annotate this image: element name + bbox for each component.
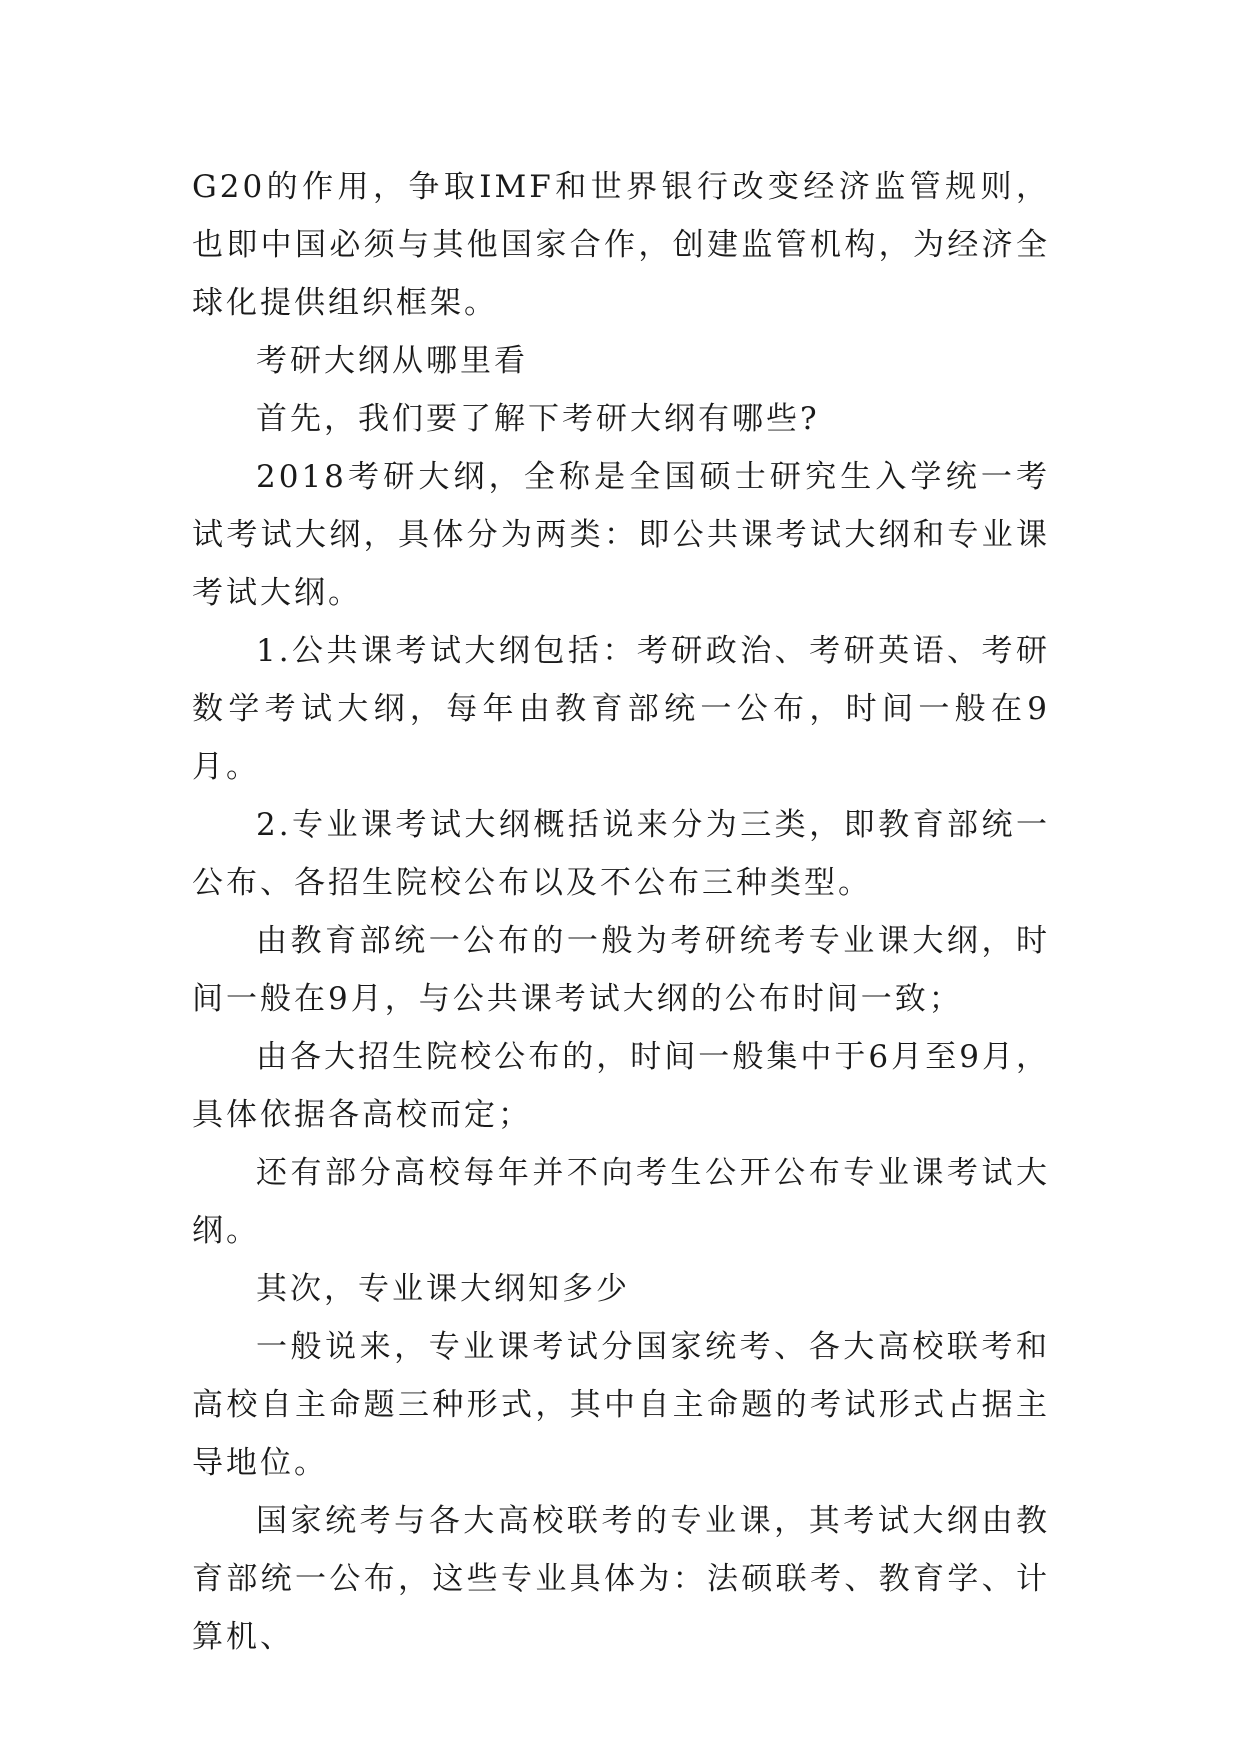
paragraph: 一般说来，专业课考试分国家统考、各大高校联考和高校自主命题三种形式，其中自主命题的考试形式占据主导地位。	[192, 1329, 1050, 1481]
paragraph: 由教育部统一公布的一般为考研统考专业课大纲，时间一般在9月，与公共课考试大纲的公布时间一致；	[192, 923, 1050, 1017]
list-item-paragraph: 2.专业课考试大纲概括说来分为三类，即教育部统一公布、各招生院校公布以及不公布三种类型。	[192, 807, 1050, 901]
paragraph: 还有部分高校每年并不向考生公开公布专业课考试大纲。	[192, 1155, 1050, 1249]
paragraph: 由各大招生院校公布的，时间一般集中于6月至9月，具体依据各高校而定；	[192, 1039, 1050, 1133]
paragraph: 2018考研大纲，全称是全国硕士研究生入学统一考试考试大纲，具体分为两类：即公共课考试大纲和专业课考试大纲。	[192, 459, 1050, 611]
section-heading: 其次，专业课大纲知多少	[256, 1271, 630, 1307]
document-body	[192, 158, 1050, 1666]
section-heading: 考研大纲从哪里看	[256, 343, 528, 379]
paragraph-continuation: G20的作用，争取IMF和世界银行改变经济监管规则，也即中国必须与其他国家合作，创建监管机构，为经济全球化提供组织框架。	[192, 169, 1050, 321]
paragraph: 首先，我们要了解下考研大纲有哪些?	[256, 401, 820, 437]
list-item-paragraph: 1.公共课考试大纲包括：考研政治、考研英语、考研数学考试大纲，每年由教育部统一公布，时间一般在9月。	[192, 633, 1050, 785]
paragraph: 国家统考与各大高校联考的专业课，其考试大纲由教育部统一公布，这些专业具体为：法硕联考、教育学、计算机、	[192, 1503, 1050, 1655]
